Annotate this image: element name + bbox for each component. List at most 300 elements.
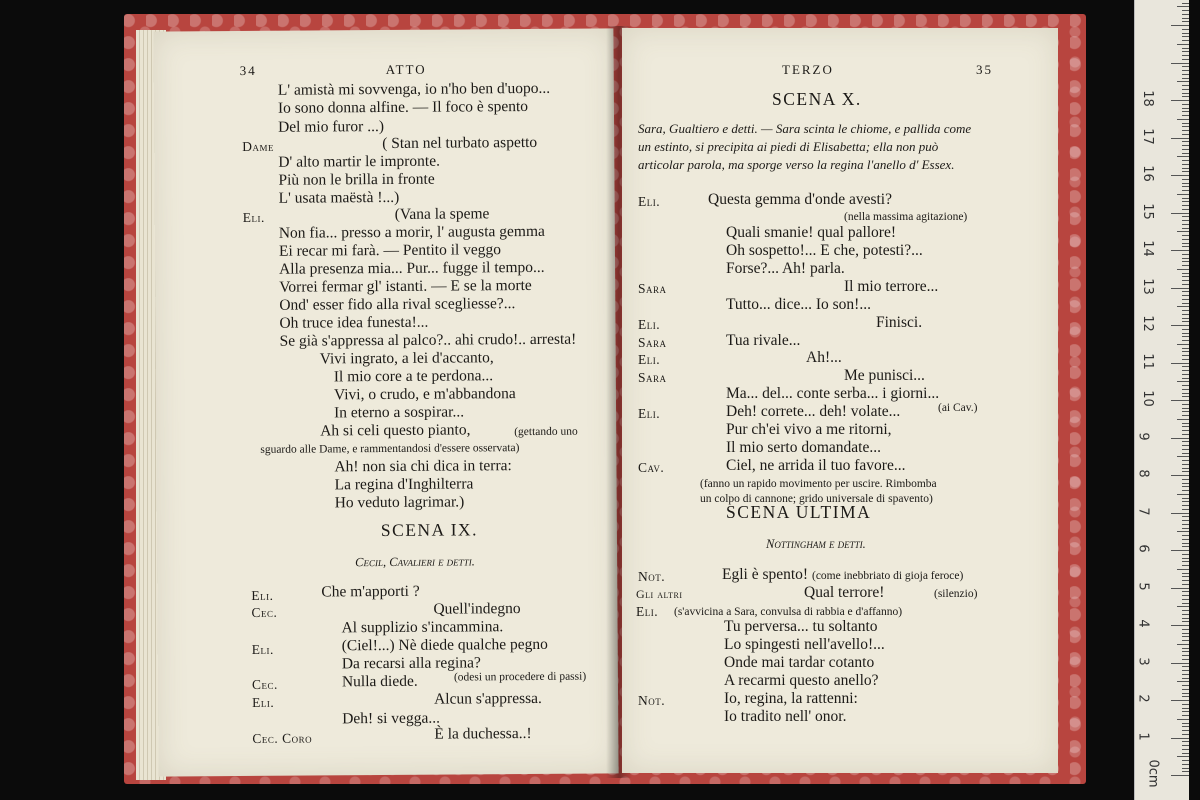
- ruler-tick: [1182, 36, 1189, 37]
- verse-line: Da recarsi alla regina?: [341, 654, 481, 673]
- speaker: Cec.: [251, 604, 278, 620]
- ruler-tick: [1182, 228, 1189, 229]
- ruler-number: 17: [1139, 127, 1155, 145]
- ruler-tick: [1177, 344, 1189, 345]
- ruler-tick: [1182, 59, 1189, 60]
- ruler-tick: [1182, 243, 1189, 244]
- ruler-tick: [1182, 18, 1189, 19]
- verse-line: D' alto martir le impronte.: [278, 152, 441, 171]
- ruler-tick: [1182, 558, 1189, 559]
- verse-line: Oh truce idea funesta!...: [279, 313, 429, 332]
- verse-line: Ma... del... conte serba... i giorni...: [726, 385, 940, 402]
- ruler-tick: [1182, 370, 1189, 371]
- ruler-tick: [1182, 51, 1189, 52]
- ruler-tick: [1182, 768, 1189, 769]
- ruler-tick: [1177, 119, 1189, 120]
- verse-line: Io tradito nell' onor.: [724, 708, 847, 725]
- ruler-tick: [1182, 471, 1189, 472]
- ruler-tick: [1177, 606, 1189, 607]
- ruler-tick: [1171, 175, 1189, 176]
- speaker: Not.: [638, 693, 666, 708]
- ruler-tick: [1177, 306, 1189, 307]
- ruler-tick: [1182, 599, 1189, 600]
- verse-line: In eterno a sospirar...: [334, 403, 465, 422]
- verse-line: Il mio terrore...: [844, 278, 939, 295]
- stage-direction: (nella massima agitazione): [844, 211, 968, 223]
- ruler-tick: [1182, 554, 1189, 555]
- verse-line: Ciel, ne arrida il tuo favore...: [726, 457, 906, 474]
- ruler-number: 18: [1139, 90, 1155, 107]
- ruler-tick: [1182, 393, 1189, 394]
- ruler-tick: [1182, 115, 1189, 116]
- ruler-tick: [1182, 190, 1189, 191]
- ruler-tick: [1182, 295, 1189, 296]
- speaker: Eli.: [242, 209, 265, 225]
- verse-line: Che m'apporti ?: [321, 582, 420, 601]
- scene-title: SCENA IX.: [380, 519, 479, 541]
- verse-line: Pur ch'ei vivo a me ritorni,: [726, 421, 892, 438]
- scene-cast: Cecil, Cavalieri e detti.: [355, 554, 475, 570]
- ruler-tick: [1171, 100, 1189, 101]
- ruler-tick: [1182, 389, 1189, 390]
- ruler-tick: [1182, 693, 1189, 694]
- verse-line: Ah!...: [806, 349, 842, 366]
- ruler-tick: [1182, 415, 1189, 416]
- ruler-tick: [1182, 648, 1189, 649]
- ruler-tick: [1182, 468, 1189, 469]
- ruler-tick: [1182, 205, 1189, 206]
- right-page: [622, 28, 1058, 773]
- ruler-tick: [1182, 486, 1189, 487]
- ruler-tick: [1177, 456, 1189, 457]
- ruler-tick: [1171, 513, 1189, 514]
- ruler-tick: [1171, 25, 1189, 26]
- ruler-tick: [1182, 636, 1189, 637]
- ruler-tick: [1182, 85, 1189, 86]
- ruler-number: 2: [1135, 694, 1151, 703]
- ruler-tick: [1182, 111, 1189, 112]
- ruler-tick: [1182, 168, 1189, 169]
- ruler-tick: [1182, 603, 1189, 604]
- ruler-tick: [1182, 696, 1189, 697]
- speaker: Eli.: [251, 587, 274, 603]
- ruler-tick: [1182, 404, 1189, 405]
- ruler-tick: [1182, 764, 1189, 765]
- stage-direction: (s'avvicina a Sara, convulsa di rabbia e d'affanno): [674, 606, 903, 618]
- ruler-tick: [1182, 498, 1189, 499]
- ruler-tick: [1182, 164, 1189, 165]
- ruler-tick: [1182, 483, 1189, 484]
- running-head: ATTO: [385, 61, 427, 77]
- verse-line: (Ciel!...) Nè diede qualche pegno: [341, 635, 548, 655]
- verse-line: Ah si celi questo pianto,: [320, 421, 471, 440]
- ruler-tick: [1182, 708, 1189, 709]
- verse-line: (Vana la speme: [394, 205, 490, 223]
- verse-line: Del mio furor ...): [278, 118, 385, 136]
- ruler-tick: [1171, 325, 1189, 326]
- speaker: Cav.: [638, 460, 665, 475]
- ruler-number: 9: [1135, 431, 1151, 441]
- ruler-tick: [1182, 678, 1189, 679]
- stage-direction: (silenzio): [934, 588, 978, 600]
- verse-line: Io, regina, la rattenni:: [724, 690, 858, 707]
- stage-direction: (fanno un rapido movimento per uscire. Rimbomba: [700, 478, 937, 490]
- ruler-tick: [1177, 231, 1189, 232]
- ruler-number: 11: [1139, 352, 1155, 370]
- ruler-number: 10: [1139, 390, 1155, 407]
- ruler-tick: [1182, 149, 1189, 150]
- verse-line: Tua rivale...: [726, 332, 801, 349]
- verse-line: Il mio core a te perdona...: [333, 367, 494, 386]
- ruler-tick: [1182, 10, 1189, 11]
- ruler-tick: [1177, 44, 1189, 45]
- ruler-tick: [1171, 138, 1189, 139]
- verse-line: La regina d'Inghilterra: [334, 475, 474, 494]
- ruler-tick: [1182, 749, 1189, 750]
- ruler-tick: [1182, 303, 1189, 304]
- verse-line: Alcun s'appressa.: [434, 689, 542, 708]
- ruler-tick: [1182, 246, 1189, 247]
- ruler-tick: [1182, 610, 1189, 611]
- speaker: Gli altri: [636, 587, 683, 601]
- ruler-number: 1: [1135, 731, 1151, 741]
- verse-line: È la duchessa..!: [434, 724, 532, 743]
- verse-line: Alla presenza mia... Pur... fugge il tempo...: [279, 258, 545, 278]
- ruler-tick: [1182, 48, 1189, 49]
- ruler-tick: [1182, 126, 1189, 127]
- ruler-tick: [1177, 494, 1189, 495]
- ruler-tick: [1182, 198, 1189, 199]
- ruler-tick: [1182, 434, 1189, 435]
- verse-line: Questa gemma d'onde avesti?: [708, 191, 892, 208]
- ruler-tick: [1182, 576, 1189, 577]
- ruler-tick: [1182, 561, 1189, 562]
- ruler-tick: [1182, 539, 1189, 540]
- ruler-tick: [1182, 651, 1189, 652]
- speaker: Sara: [638, 335, 667, 350]
- ruler-tick: [1171, 475, 1189, 476]
- ruler-tick: [1182, 621, 1189, 622]
- ruler-tick: [1182, 516, 1189, 517]
- ruler-tick: [1182, 261, 1189, 262]
- verse-line: Nulla diede.: [341, 672, 418, 691]
- ruler-tick: [1177, 531, 1189, 532]
- stage-direction: sguardo alle Dame, e rammentandosi d'essere osservata): [260, 442, 520, 456]
- verse-line: Forse?... Ah! parla.: [726, 260, 845, 277]
- ruler-tick: [1182, 153, 1189, 154]
- ruler-tick: [1182, 235, 1189, 236]
- speaker: Eli.: [638, 194, 661, 209]
- ruler-tick: [1177, 681, 1189, 682]
- ruler-tick: [1182, 40, 1189, 41]
- ruler-tick: [1182, 543, 1189, 544]
- verse-line: Il mio serto domandate...: [726, 439, 881, 456]
- ruler-tick: [1182, 239, 1189, 240]
- ruler-tick: [1182, 464, 1189, 465]
- verse-line: Più non le brilla in fronte: [278, 170, 435, 189]
- ruler-tick: [1182, 655, 1189, 656]
- speaker: Sara: [638, 370, 667, 385]
- ruler-tick: [1182, 734, 1189, 735]
- ruler-tick: [1182, 14, 1189, 15]
- ruler-tick: [1182, 385, 1189, 386]
- ruler-tick: [1182, 89, 1189, 90]
- ruler-tick: [1171, 663, 1189, 664]
- verse-line: Vivi, o crudo, e m'abbandona: [333, 385, 516, 404]
- verse-line: Quell'indegno: [433, 600, 521, 618]
- ruler-tick: [1182, 284, 1189, 285]
- ruler-tick: [1171, 63, 1189, 64]
- ruler-tick: [1182, 186, 1189, 187]
- ruler-tick: [1182, 74, 1189, 75]
- ruler-tick: [1182, 329, 1189, 330]
- ruler-tick: [1182, 145, 1189, 146]
- ruler-tick: [1177, 569, 1189, 570]
- ruler-tick: [1182, 528, 1189, 529]
- ruler-tick: [1182, 614, 1189, 615]
- ruler-tick: [1182, 426, 1189, 427]
- ruler-tick: [1182, 160, 1189, 161]
- speaker: Eli.: [252, 694, 275, 710]
- running-head: TERZO: [782, 62, 834, 77]
- ruler-tick: [1177, 156, 1189, 157]
- ruler-tick: [1182, 674, 1189, 675]
- ruler-tick: [1182, 55, 1189, 56]
- ruler-tick: [1182, 340, 1189, 341]
- speaker: Cec. Coro: [252, 730, 313, 746]
- ruler-number: 7: [1135, 506, 1151, 516]
- ruler-tick: [1182, 130, 1189, 131]
- ruler-number: 8: [1135, 469, 1151, 478]
- speaker: Eli.: [636, 604, 659, 619]
- ruler-tick: [1177, 419, 1189, 420]
- ruler-tick: [1182, 123, 1189, 124]
- ruler-number: 14: [1139, 240, 1155, 257]
- stage-direction: un colpo di cannone; grido universale di spavento): [700, 493, 933, 505]
- verse-line: Oh sospetto!... E che, potesti?...: [726, 242, 923, 259]
- ruler-tick: [1182, 351, 1189, 352]
- stage-direction: Sara, Gualtiero e detti. — Sara scinta le chiome, e pallida come un estinto, si precipita ai piedi di Elisabetta; ella non può articolar parola, ma sporge verso la regina l'anello d' Essex.: [638, 121, 972, 172]
- verse-line: Ond' esser fido alla rival scegliesse?...: [279, 295, 516, 314]
- ruler-tick: [1182, 66, 1189, 67]
- ruler-tick: [1171, 588, 1189, 589]
- speaker: Eli.: [251, 641, 274, 657]
- verse-line: Vivi ingrato, a lei d'accanto,: [319, 349, 494, 368]
- ruler-tick: [1182, 366, 1189, 367]
- ruler-number: 0cm: [1145, 759, 1161, 788]
- ruler-tick: [1182, 520, 1189, 521]
- ruler-tick: [1182, 216, 1189, 217]
- ruler-tick: [1182, 730, 1189, 731]
- scene-title: SCENA ULTIMA: [726, 502, 872, 522]
- ruler-number: 16: [1139, 165, 1155, 182]
- ruler-tick: [1182, 171, 1189, 172]
- ruler-tick: [1182, 689, 1189, 690]
- ruler-number: 13: [1139, 277, 1155, 295]
- ruler-tick: [1171, 738, 1189, 739]
- ruler-tick: [1182, 96, 1189, 97]
- ruler-tick: [1182, 453, 1189, 454]
- ruler-tick: [1182, 396, 1189, 397]
- ruler-tick: [1171, 775, 1189, 776]
- speaker: Eli.: [638, 317, 661, 332]
- ruler-tick: [1182, 715, 1189, 716]
- ruler-number: 15: [1139, 202, 1155, 220]
- ruler-tick: [1182, 659, 1189, 660]
- ruler-tick: [1182, 565, 1189, 566]
- ruler-tick: [1182, 460, 1189, 461]
- ruler-tick: [1182, 70, 1189, 71]
- ruler-tick: [1177, 644, 1189, 645]
- verse-line: Deh! si vegga...: [342, 709, 440, 728]
- verse-line: Deh! correte... deh! volate...: [726, 403, 901, 420]
- ruler-tick: [1171, 288, 1189, 289]
- ruler-tick: [1182, 753, 1189, 754]
- ruler-tick: [1182, 78, 1189, 79]
- page-number: 34: [239, 62, 257, 79]
- ruler-tick: [1182, 291, 1189, 292]
- speaker: Dame: [242, 138, 275, 154]
- ruler-tick: [1182, 591, 1189, 592]
- measuring-ruler: [1134, 0, 1189, 800]
- ruler-tick: [1182, 546, 1189, 547]
- ruler-tick: [1182, 595, 1189, 596]
- ruler-tick: [1182, 618, 1189, 619]
- verse-line: Non fia... presso a morir, l' augusta gemma: [278, 222, 545, 242]
- ruler-tick: [1177, 81, 1189, 82]
- ruler-tick: [1182, 318, 1189, 319]
- verse-line: Io sono donna alfine. — Il foco è spento: [277, 98, 529, 117]
- verse-line: L' amistà mi sovvenga, io n'ho ben d'uopo...: [277, 79, 551, 99]
- ruler-tick: [1182, 265, 1189, 266]
- ruler-tick: [1182, 633, 1189, 634]
- ruler-tick: [1182, 201, 1189, 202]
- stage-direction: (ai Cav.): [938, 402, 978, 414]
- stage-direction: (come inebbriato di gioja feroce): [812, 570, 964, 582]
- ruler-tick: [1182, 314, 1189, 315]
- scene-title: SCENA X.: [772, 89, 862, 109]
- ruler-number: 6: [1135, 544, 1151, 553]
- ruler-tick: [1177, 194, 1189, 195]
- speaker: Eli.: [638, 352, 661, 367]
- ruler-tick: [1182, 411, 1189, 412]
- ruler-tick: [1182, 355, 1189, 356]
- ruler-tick: [1182, 670, 1189, 671]
- ruler-tick: [1182, 441, 1189, 442]
- ruler-tick: [1182, 509, 1189, 510]
- ruler-tick: [1182, 685, 1189, 686]
- ruler-tick: [1171, 438, 1189, 439]
- ruler-tick: [1182, 760, 1189, 761]
- ruler-tick: [1171, 625, 1189, 626]
- ruler-tick: [1182, 771, 1189, 772]
- verse-line: Tutto... dice... Io son!...: [726, 296, 871, 313]
- speaker: Sara: [638, 281, 667, 296]
- ruler-tick: [1182, 640, 1189, 641]
- ruler-tick: [1171, 250, 1189, 251]
- ruler-tick: [1182, 501, 1189, 502]
- ruler-tick: [1182, 449, 1189, 450]
- ruler-tick: [1177, 381, 1189, 382]
- stage-direction: (gettando uno: [514, 425, 578, 439]
- verse-line: Ho veduto lagrimar.): [334, 493, 465, 512]
- verse-line: Al supplizio s'incammina.: [341, 618, 504, 637]
- ruler-tick: [1182, 220, 1189, 221]
- ruler-tick: [1182, 276, 1189, 277]
- ruler-tick: [1182, 3, 1189, 4]
- ruler-tick: [1182, 584, 1189, 585]
- ruler-tick: [1182, 299, 1189, 300]
- ruler-number: 5: [1135, 581, 1151, 591]
- ruler-tick: [1182, 741, 1189, 742]
- ruler-tick: [1171, 700, 1189, 701]
- scene-cast: Nottingham e detti.: [766, 537, 866, 551]
- ruler-tick: [1182, 408, 1189, 409]
- verse-line: Ei recar mi farà. — Pentito il veggo: [278, 241, 502, 260]
- ruler-tick: [1182, 535, 1189, 536]
- ruler-tick: [1182, 348, 1189, 349]
- ruler-tick: [1182, 104, 1189, 105]
- ruler-tick: [1182, 29, 1189, 30]
- ruler-tick: [1182, 209, 1189, 210]
- ruler-tick: [1182, 333, 1189, 334]
- ruler-tick: [1182, 430, 1189, 431]
- ruler-tick: [1171, 363, 1189, 364]
- ruler-tick: [1171, 400, 1189, 401]
- ruler-number: 4: [1135, 619, 1151, 628]
- verse-line: Vorrei fermar gl' istanti. — E se la morte: [279, 276, 532, 296]
- ruler-tick: [1182, 580, 1189, 581]
- verse-line: Qual terrore!: [804, 584, 885, 601]
- ruler-tick: [1182, 629, 1189, 630]
- speaker: Not.: [638, 569, 666, 584]
- page-number: 35: [976, 62, 993, 77]
- ruler-tick: [1182, 726, 1189, 727]
- verse-line: Finisci.: [876, 314, 923, 331]
- ruler-tick: [1182, 336, 1189, 337]
- ruler-tick: [1182, 321, 1189, 322]
- ruler-tick: [1182, 745, 1189, 746]
- verse-line: Tu perversa... tu soltanto: [724, 618, 878, 635]
- ruler-tick: [1171, 213, 1189, 214]
- ruler-tick: [1182, 423, 1189, 424]
- speaker: Cec.: [251, 676, 278, 692]
- ruler-tick: [1182, 280, 1189, 281]
- ruler-tick: [1182, 254, 1189, 255]
- ruler-tick: [1182, 273, 1189, 274]
- stage-direction: (odesi un procedere di passi): [453, 670, 587, 684]
- ruler-tick: [1182, 505, 1189, 506]
- verse-line: Lo spingesti nell'avello!...: [724, 636, 885, 653]
- ruler-tick: [1182, 704, 1189, 705]
- ruler-tick: [1182, 258, 1189, 259]
- ruler-tick: [1177, 719, 1189, 720]
- verse-line: Ah! non sia chi dica in terra:: [334, 457, 512, 476]
- left-page: [153, 28, 618, 776]
- verse-line: Me punisci...: [844, 367, 925, 384]
- ruler-tick: [1182, 490, 1189, 491]
- ruler-number: 3: [1135, 656, 1151, 666]
- ruler-tick: [1182, 183, 1189, 184]
- ruler-tick: [1182, 224, 1189, 225]
- ruler-tick: [1182, 378, 1189, 379]
- verse-line: Onde mai tardar cotanto: [724, 654, 875, 671]
- ruler-tick: [1182, 108, 1189, 109]
- speaker: Eli.: [638, 406, 661, 421]
- ruler-tick: [1182, 723, 1189, 724]
- ruler-tick: [1182, 179, 1189, 180]
- verse-line: L' usata maëstà !...): [278, 188, 400, 207]
